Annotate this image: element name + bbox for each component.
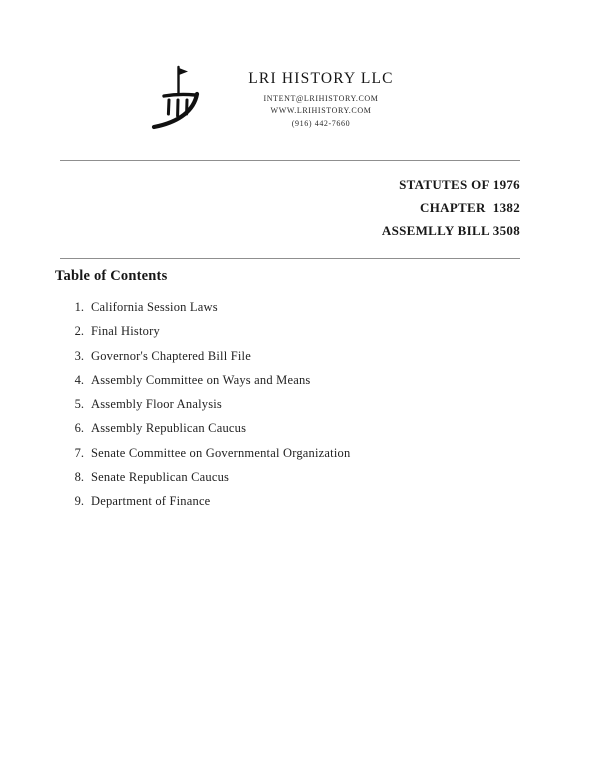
toc-item-label: Department of Finance bbox=[91, 494, 211, 509]
company-email: INTENT@LRIHISTORY.COM bbox=[263, 93, 379, 103]
toc-item-number: 6. bbox=[74, 421, 84, 436]
company-phone: (916) 442-7660 bbox=[291, 118, 351, 128]
toc-item-label: Governor's Chaptered Bill File bbox=[91, 348, 251, 363]
assembly-bill-line: ASSEMLLY BILL 3508 bbox=[381, 223, 520, 238]
chapter-line: CHAPTER 1382 bbox=[420, 200, 520, 215]
toc-item-label: Final History bbox=[91, 324, 160, 339]
divider-top bbox=[60, 160, 520, 161]
toc-item-label: Assembly Floor Analysis bbox=[91, 397, 222, 412]
statutes-line: STATUTES OF 1976 bbox=[399, 177, 520, 192]
toc-item-8 bbox=[68, 470, 350, 494]
toc-item-9 bbox=[68, 494, 350, 518]
toc-item-number: 3. bbox=[74, 348, 84, 363]
toc-item-2 bbox=[68, 324, 350, 348]
toc-item-number: 1. bbox=[74, 300, 84, 314]
letterhead bbox=[148, 64, 406, 136]
toc-item-7 bbox=[68, 446, 350, 470]
toc-item-label: Senate Republican Caucus bbox=[91, 470, 230, 485]
company-name: LRI HISTORY LLC bbox=[248, 69, 394, 87]
brush-figure-logo-icon bbox=[148, 64, 210, 136]
toc-item-1 bbox=[68, 300, 350, 324]
toc-item-5 bbox=[68, 397, 350, 421]
toc-item-number: 5. bbox=[74, 397, 84, 412]
toc-item-label: Assembly Committee on Ways and Means bbox=[91, 372, 311, 387]
toc-item-label: California Session Laws bbox=[91, 300, 218, 314]
divider-bottom bbox=[60, 258, 520, 259]
toc-item-3 bbox=[68, 349, 350, 373]
company-website: WWW.LRIHISTORY.COM bbox=[270, 106, 372, 116]
toc-title: Table of Contents bbox=[55, 268, 168, 284]
letterhead-text bbox=[236, 70, 406, 131]
toc-list bbox=[68, 300, 350, 519]
toc-item-number: 9. bbox=[74, 494, 84, 509]
statute-reference-block bbox=[382, 173, 520, 242]
toc-item-4 bbox=[68, 373, 350, 397]
toc-item-6 bbox=[68, 421, 350, 445]
toc-item-number: 8. bbox=[74, 470, 84, 485]
toc-item-label: Assembly Republican Caucus bbox=[91, 421, 247, 436]
toc-item-number: 2. bbox=[74, 324, 84, 339]
toc-item-number: 4. bbox=[74, 372, 84, 387]
toc-item-number: 7. bbox=[74, 445, 84, 460]
toc-item-label: Senate Committee on Governmental Organization bbox=[91, 445, 351, 460]
